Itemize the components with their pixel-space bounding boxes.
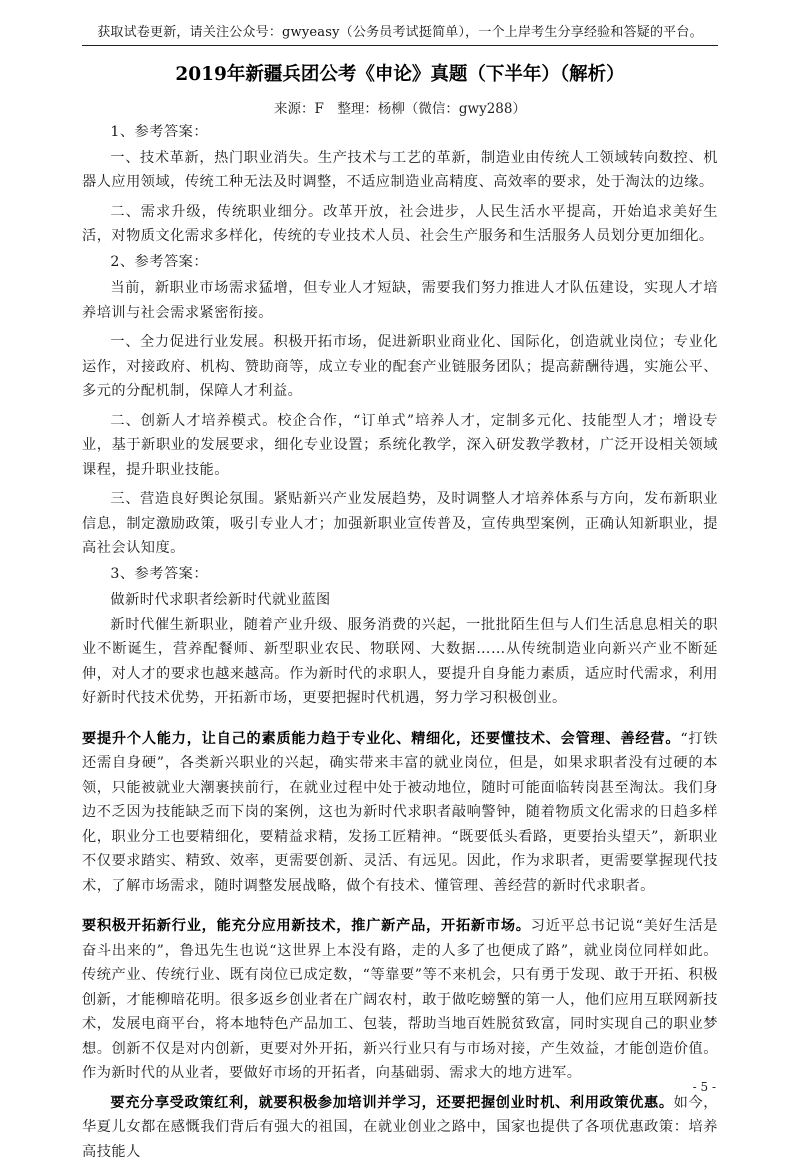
header-divider [82,45,718,46]
page-number: - 5 - [693,1080,716,1094]
paragraph: 新时代催生新职业，随着产业升级、服务消费的兴起，一批批陌生但与人们生活息息相关的职业不断诞生，营养配餐师、新型职业农民、物联网、大数据……从传统制造业向新兴产业不断延伸，对人才的要求也越来越高。作为新时代的求职人，要提升自身能力素质，适应时代需求，利用好新时代技术优势，开拓新市场，更要把握时代机遇，努力学习积极创业。 [82,613,718,711]
paragraph: 三、营造良好舆论氛围。紧贴新兴产业发展趋势，及时调整人才培养体系与方向，发布新职业信息，制定激励政策，吸引专业人才；加强新职业宣传普及，宣传典型案例，正确认知新职业，提高社会认知度。 [82,487,718,561]
section-heading: 3、参考答案： [82,562,718,587]
document-title: 2019年新疆兵团公考《申论》真题（下半年）（解析） [0,60,800,86]
essay-paragraph-body: 习近平总书记说“美好生活是奋斗出来的”，鲁迅先生也说“这世界上本没有路，走的人多了也便成了路”，就业岗位同样如此。传统产业、传统行业、既有岗位已成定数，“等靠要”等不来机会，只有勇于发现、敢于开拓、积极创新，才能柳暗花明。很多返乡创业者在广阔农村，敢于做吃螃蟹的第一人，他们应用互联网新技术，发展电商平台，将本地特色产品加工、包装，帮助当地百姓脱贫致富，同时实现自己的职业梦想。创新不仅是对内创新，更要对外开拓，新兴行业只有与市场对接，产生效益，才能创造价值。作为新时代的从业者，要做好市场的开拓者，向基础弱、需求大的地方进军。 [82,918,718,1081]
paragraph: 二、创新人才培养模式。校企合作，“订单式”培养人才，定制多元化、技能型人才；增设专业，基于新职业的发展要求，细化专业设置；系统化教学，深入研发教学教材，广泛开设相关领域课程，提升职业技能。 [82,409,718,483]
essay-paragraph-lead: 要积极开拓新行业，能充分应用新技术，推广新产品，开拓新市场。 [82,918,531,934]
section-heading: 1、参考答案： [82,120,718,145]
paragraph: 当前，新职业市场需求猛增，但专业人才短缺，需要我们努力推进人才队伍建设，实现人才培养培训与社会需求紧密衔接。 [82,276,718,325]
paragraph: 一、技术革新，热门职业消失。生产技术与工艺的革新，制造业由传统人工领域转向数控、机器人应用领域，传统工种无法及时调整，不适应制造业高精度、高效率的要求，处于淘汰的边缘。 [82,146,718,195]
essay-paragraph-lead: 要充分享受政策红利，就要积极参加培训并学习，还要把握创业时机、利用政策优惠。 [110,1095,673,1111]
essay-paragraph-body: “打铁还需自身硬”，各类新兴职业的兴起，确实带来丰富的就业岗位，但是，如果求职者没有过硬的本领，只能被就业大潮裹挟前行，在就业过程中处于被动地位，随时可能面临转岗甚至淘汰。我们身边不乏因为技能缺乏而下岗的案例，这也为新时代求职者敲响警钟，随着物质文化需求的日趋多样化，职业分工也要精细化，要精益求精，发扬工匠精神。“既要低头看路，更要抬头望天”，新职业不仅要求踏实、精致、效率，更需要创新、灵活、有远见。因此，作为求职者，更需要掌握现代技术，了解市场需求，随时调整发展战略，做个有技术、懂管理、善经营的新时代求职者。 [82,731,718,894]
document-body [82,118,718,1164]
essay-paragraph [82,727,718,899]
paragraph: 二、需求升级，传统职业细分。改革开放，社会进步，人民生活水平提高，开始追求美好生活，对物质文化需求多样化，传统的专业技术人员、社会生产服务和生活服务人员划分更加细化。 [82,200,718,249]
essay-title: 做新时代求职者绘新时代就业蓝图 [82,588,718,613]
essay-paragraph-lead: 要提升个人能力，让自己的素质能力趋于专业化、精细化，还要懂技术、会管理、善经营。 [82,731,680,747]
essay-paragraph [82,914,718,1086]
section-heading: 2、参考答案： [82,250,718,275]
essay-paragraph [82,1091,718,1164]
header-notice: 获取试卷更新，请关注公众号：gwyeasy（公务员考试挺简单），一个上岸考生分享经验和答疑的平台。 [0,21,800,40]
essay-paragraph-body: 如今，华夏儿女都在感慨我们背后有强大的祖国，在就业创业之路中，国家也提供了各项优惠政策：培养高技能人 [82,1095,718,1160]
paragraph: 一、全力促进行业发展。积极开拓市场，促进新职业商业化、国际化，创造就业岗位；专业化运作，对接政府、机构、赞助商等，成立专业的配套产业链服务团队；提高薪酬待遇，实施公平、多元的分配机制，保障人才利益。 [82,330,718,404]
document-source: 来源：F 整理：杨柳（微信：gwy288） [0,97,800,117]
